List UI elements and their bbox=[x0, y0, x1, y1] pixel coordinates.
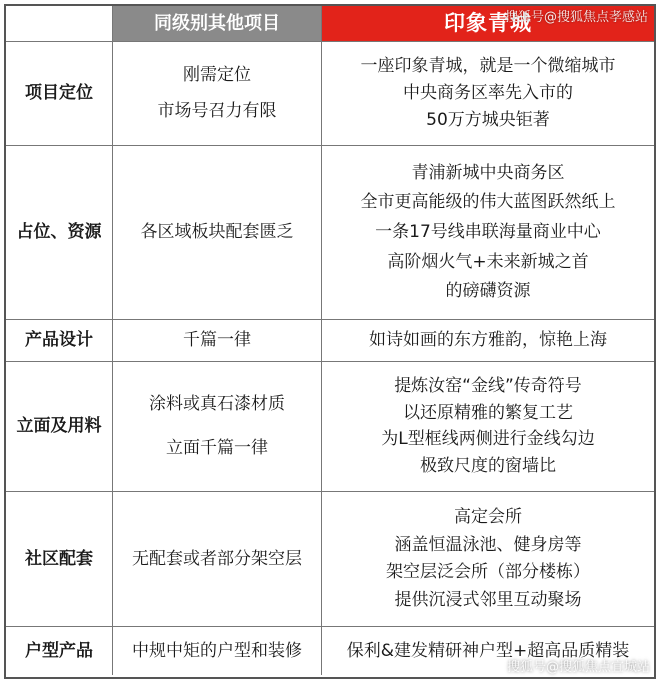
other-line: 各区域板块配套匮乏 bbox=[140, 222, 294, 242]
main-line: 青浦新城中央商务区 bbox=[411, 162, 565, 183]
row-label: 占位、资源 bbox=[6, 146, 113, 320]
main-line: 提炼汝窑“金线”传奇符号 bbox=[394, 375, 582, 396]
main-line: 以还原精雅的繁复工艺 bbox=[403, 402, 573, 423]
main-lines bbox=[322, 492, 654, 626]
other-lines bbox=[113, 146, 321, 319]
other-line: 涂料或真石漆材质 bbox=[149, 393, 285, 414]
main-line: 全市更高能级的伟大蓝图跃然纸上 bbox=[360, 192, 616, 213]
main-line: 50万方城央钜著 bbox=[426, 110, 550, 130]
main-lines bbox=[322, 42, 654, 145]
other-lines bbox=[113, 627, 321, 675]
row-label: 社区配套 bbox=[6, 492, 113, 627]
other-lines bbox=[113, 492, 321, 626]
comparison-table bbox=[4, 4, 656, 679]
row-other-cell bbox=[113, 492, 322, 627]
main-line: 高阶烟火气+未来新城之首 bbox=[387, 251, 589, 272]
main-lines bbox=[322, 146, 654, 319]
other-line: 市场号召力有限 bbox=[157, 101, 277, 121]
row-label: 户型产品 bbox=[6, 627, 113, 675]
header-corner bbox=[6, 6, 113, 42]
header-other-projects: 同级别其他项目 bbox=[113, 6, 322, 42]
row-main-cell bbox=[322, 362, 654, 492]
row-other-cell bbox=[113, 320, 322, 362]
other-line: 无配套或者部分架空层 bbox=[132, 548, 302, 569]
main-line: 中央商务区率先入市的 bbox=[403, 83, 573, 103]
header-main-project: 印象青城 bbox=[322, 6, 654, 42]
row-label: 项目定位 bbox=[6, 42, 113, 146]
main-line: 为L型框线两侧进行金线勾边 bbox=[381, 429, 595, 450]
other-lines bbox=[113, 362, 321, 491]
row-label: 产品设计 bbox=[6, 320, 113, 362]
other-line: 中规中矩的户型和装修 bbox=[132, 640, 302, 661]
row-main-cell bbox=[322, 42, 654, 146]
main-line: 的磅礴资源 bbox=[445, 281, 531, 302]
other-line: 刚需定位 bbox=[183, 65, 251, 85]
main-line: 提供沉浸式邻里互动聚场 bbox=[394, 590, 582, 611]
row-main-cell bbox=[322, 320, 654, 362]
row-other-cell bbox=[113, 627, 322, 675]
main-line: 架空层泛会所（部分楼栋） bbox=[386, 562, 590, 583]
main-lines bbox=[322, 362, 654, 491]
main-line: 一条17号线串联海量商业中心 bbox=[375, 221, 601, 242]
watermark-top: 搜狐号@搜狐焦点孝感站 bbox=[504, 10, 648, 25]
row-other-cell bbox=[113, 146, 322, 320]
main-lines bbox=[322, 320, 654, 361]
other-line: 千篇一律 bbox=[183, 330, 251, 350]
watermark-bottom: 搜狐号@搜狐焦点宜城站 bbox=[506, 660, 650, 675]
other-line: 立面千篇一律 bbox=[166, 438, 268, 459]
main-line: 极致尺度的窗墙比 bbox=[420, 456, 556, 477]
row-main-cell bbox=[322, 492, 654, 627]
main-line: 涵盖恒温泳池、健身房等 bbox=[394, 534, 582, 555]
row-other-cell bbox=[113, 42, 322, 146]
other-lines bbox=[113, 320, 321, 361]
main-line: 高定会所 bbox=[454, 506, 522, 527]
main-line: 一座印象青城，就是一个微缩城市 bbox=[360, 56, 616, 76]
row-other-cell bbox=[113, 362, 322, 492]
row-main-cell bbox=[322, 146, 654, 320]
main-line: 如诗如画的东方雅韵，惊艳上海 bbox=[369, 330, 607, 350]
main-line: 保利&建发精研神户型+超高品质精装 bbox=[346, 640, 630, 661]
other-lines bbox=[113, 42, 321, 145]
row-label: 立面及用料 bbox=[6, 362, 113, 492]
